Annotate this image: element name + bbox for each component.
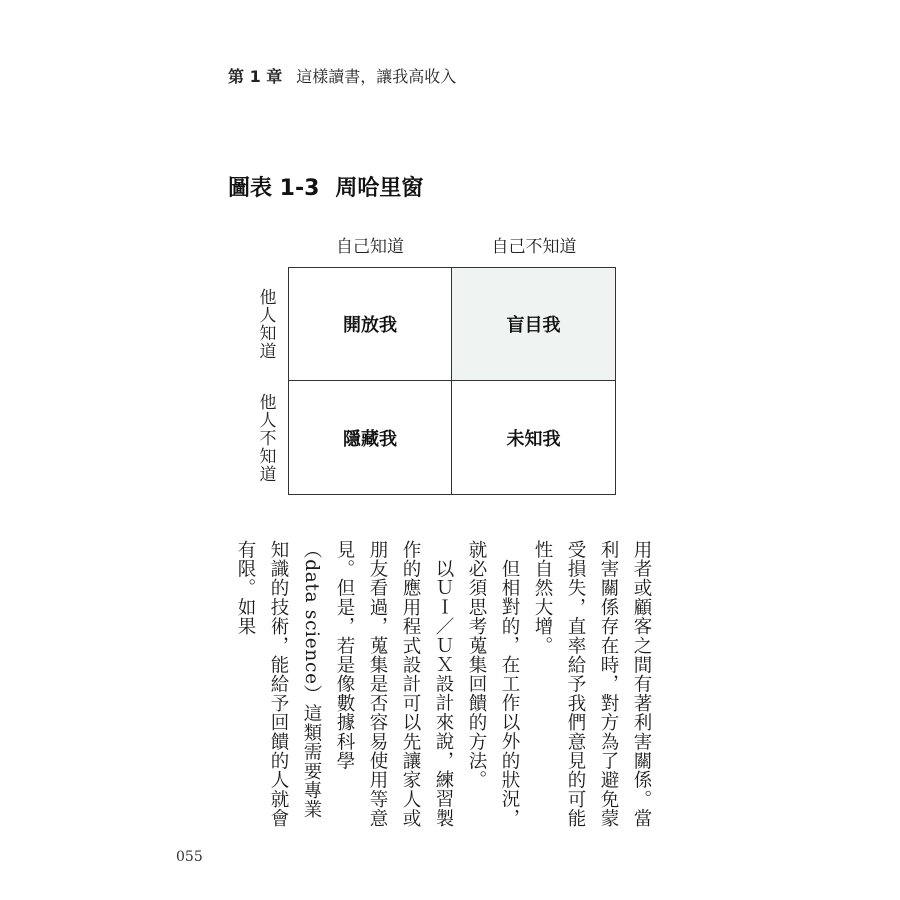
paragraph-1: 用者或顧客之間有著利害關係。當利害關係存在時，對方為了避免蒙受損失，直率給予我們意見的可能性自然大增。 <box>532 540 652 828</box>
paragraph-2: 但相對的，在工作以外的狀況，就必須思考蒐集回饋的方法。 <box>466 540 520 828</box>
row-header-others-known: 他人知道 <box>255 288 276 360</box>
row-header-others-unknown: 他人不知道 <box>255 393 276 483</box>
cell-open-self: 開放我 <box>289 268 452 381</box>
figure-name: 周哈里窗 <box>335 176 424 201</box>
figure-title <box>228 171 423 202</box>
cell-blind-self: 盲目我 <box>452 268 615 381</box>
page-number: 055 <box>176 849 203 865</box>
figure-number: 圖表 1-3 <box>228 176 320 201</box>
paragraph-3: 以ＵＩ／ＵＸ設計來說，練習製作的應用程式設計可以先讓家人或朋友看過，蒐集是否容易使用等意見。但是，若是像數據科學（data science）這類需要專業知識的技術，能給予回饋的人就會有限。如果 <box>235 540 454 828</box>
running-header <box>228 64 456 87</box>
column-header-self-unknown: 自己不知道 <box>491 237 577 257</box>
cell-hidden-self: 隱藏我 <box>289 381 452 494</box>
cell-unknown-self: 未知我 <box>506 428 561 450</box>
body-text <box>218 540 658 828</box>
chapter-label: 第 1 章 <box>228 67 283 86</box>
johari-window-grid <box>288 267 616 495</box>
chapter-title: 這樣讀書，讓我高收入 <box>296 67 457 86</box>
column-header-self-known: 自己知道 <box>336 237 404 257</box>
